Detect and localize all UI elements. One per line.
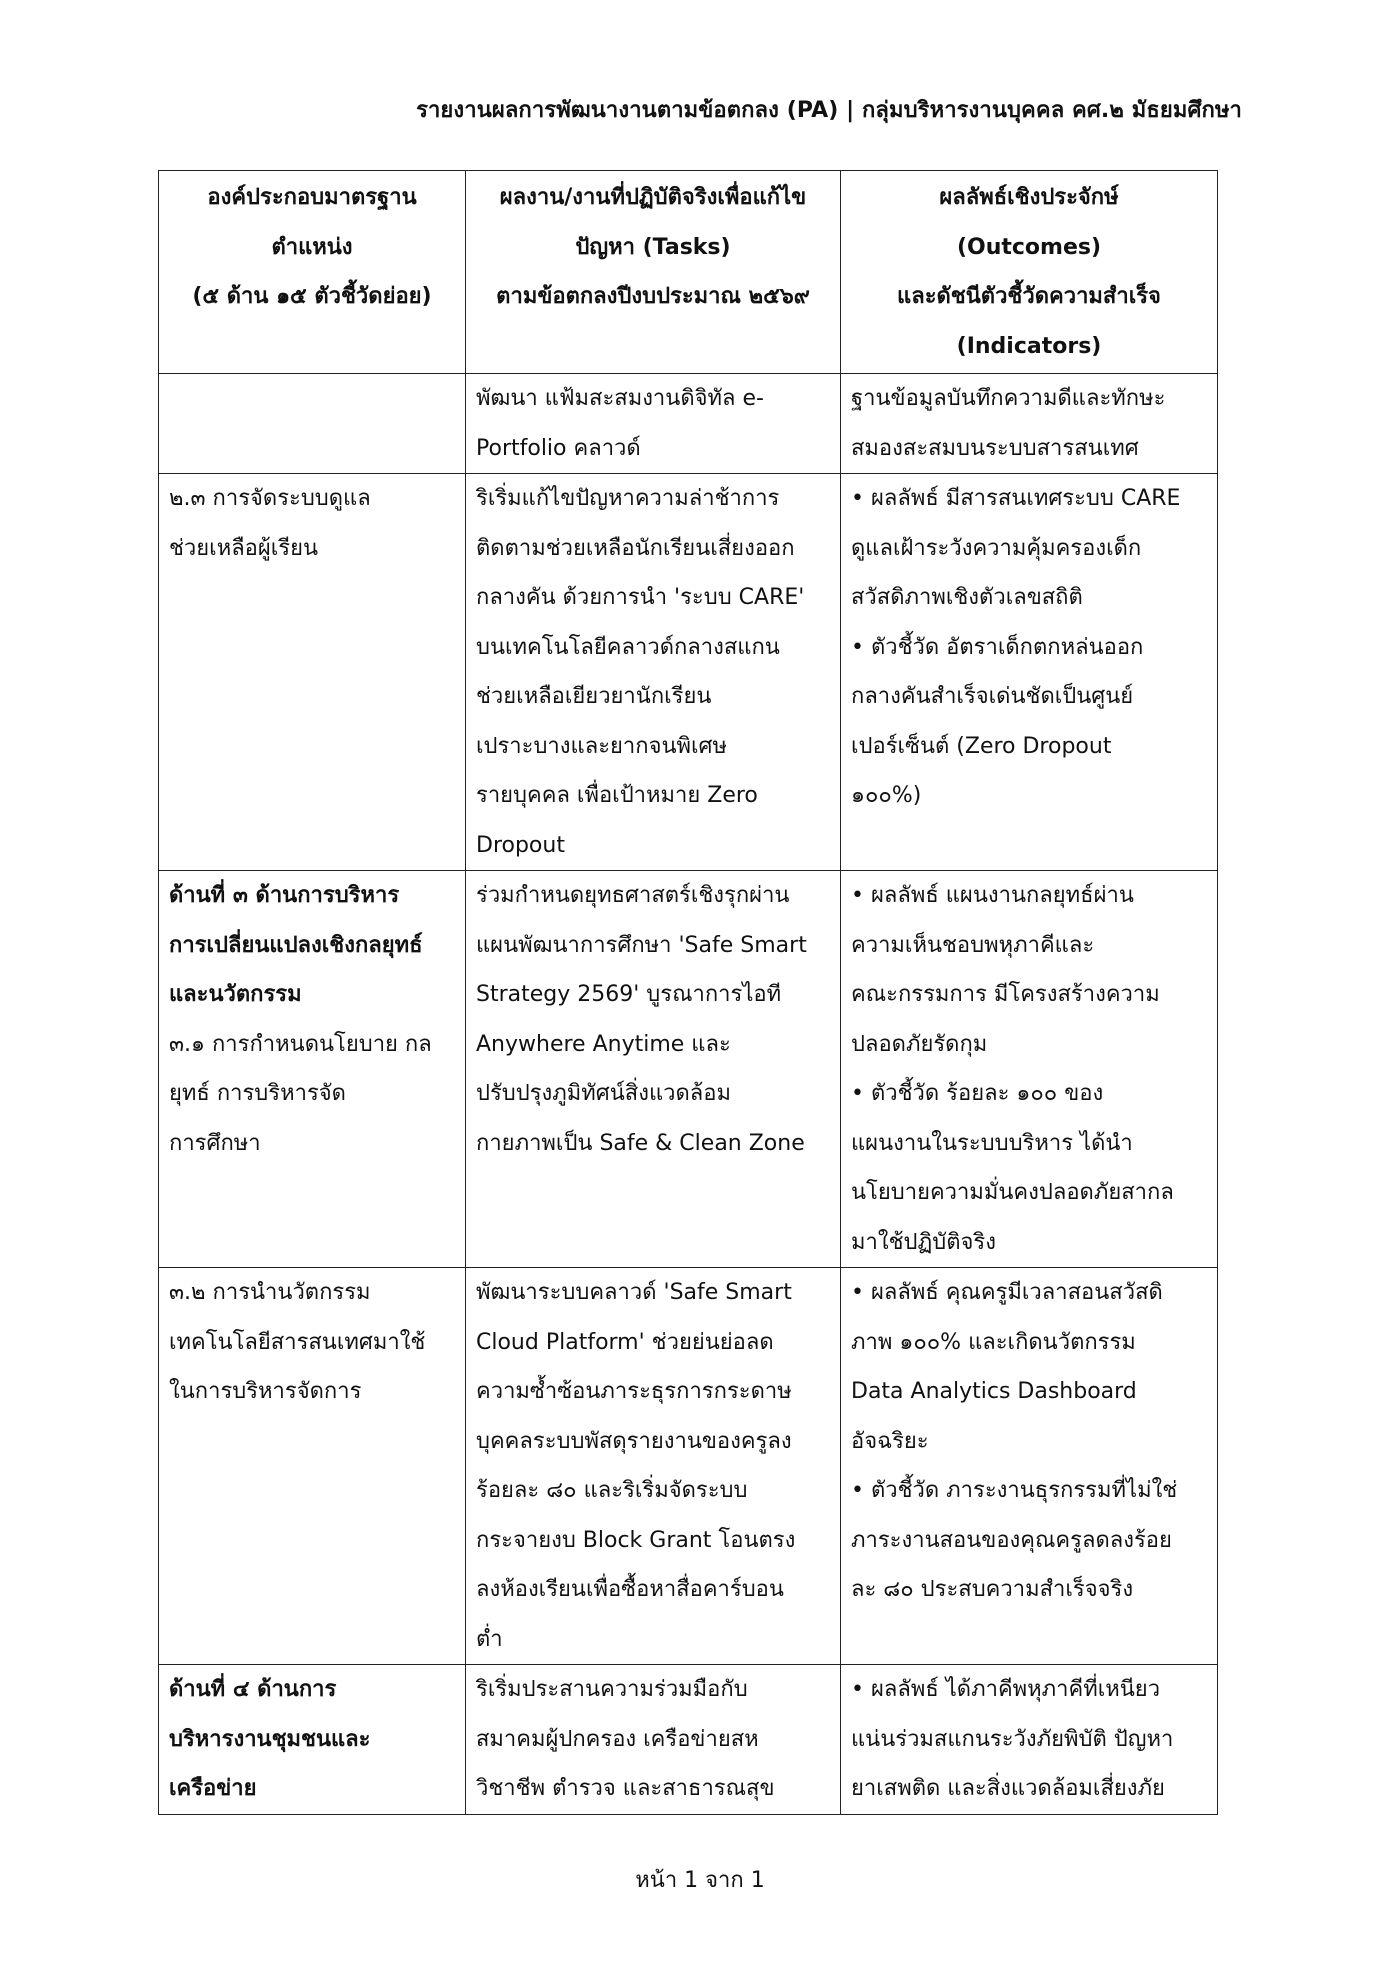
cell-line: ด้านที่ ๓ ด้านการบริหาร bbox=[169, 883, 400, 908]
cell-outcomes bbox=[841, 474, 1218, 871]
cell-line: Data Analytics Dashboard bbox=[851, 1379, 1137, 1404]
cell-line: Portfolio คลาวด์ bbox=[476, 435, 641, 461]
cell-line: ความเห็นชอบพหุภาคีและ bbox=[851, 932, 1095, 958]
cell-line: ดูแลเฝ้าระวังความคุ้มครองเด็ก bbox=[851, 535, 1142, 561]
cell-line: การเปลี่ยนแปลงเชิงกลยุทธ์ bbox=[169, 932, 423, 958]
cell-standard bbox=[159, 871, 466, 1268]
column-header-standard bbox=[159, 171, 466, 374]
cell-outcomes bbox=[841, 1665, 1218, 1815]
column-header-outcomes bbox=[841, 171, 1218, 374]
cell-line: ริเริ่มประสานความร่วมมือกับ bbox=[476, 1677, 748, 1702]
column-header-line: ตำแหน่ง bbox=[271, 234, 353, 260]
cell-line: ริเริ่มแก้ไขปัญหาความล่าช้าการ bbox=[476, 486, 780, 511]
cell-standard bbox=[159, 374, 466, 474]
cell-line: เครือข่าย bbox=[169, 1776, 257, 1801]
column-header-tasks bbox=[466, 171, 841, 374]
cell-line: พัฒนา แฟ้มสะสมงานดิจิทัล e- bbox=[476, 386, 764, 411]
cell-line: ลงห้องเรียนเพื่อซื้อหาสื่อคาร์บอน bbox=[476, 1577, 784, 1602]
cell-line: ฐานข้อมูลบันทึกความดีและทักษะ bbox=[851, 386, 1166, 411]
cell-line: ติดตามช่วยเหลือนักเรียนเสี่ยงออก bbox=[476, 535, 795, 561]
cell-line: สวัสดิภาพเชิงตัวเลขสถิติ bbox=[851, 585, 1083, 610]
cell-tasks bbox=[466, 871, 841, 1268]
cell-line: แน่นร่วมสแกนระวังภัยพิบัติ ปัญหา bbox=[851, 1726, 1174, 1752]
table-header-row bbox=[159, 171, 1218, 374]
cell-tasks bbox=[466, 1268, 841, 1665]
cell-line: ความซ้ำซ้อนภาระธุรการกระดาษ bbox=[476, 1379, 792, 1404]
cell-line: ๓.๒ การนำนวัตกรรม bbox=[169, 1280, 371, 1305]
table-row bbox=[159, 871, 1218, 1268]
cell-line: Dropout bbox=[476, 832, 565, 858]
cell-line: กลางคัน ด้วยการนำ 'ระบบ CARE' bbox=[476, 585, 805, 610]
cell-outcomes bbox=[841, 374, 1218, 474]
cell-line: รายบุคคล เพื่อเป้าหมาย Zero bbox=[476, 783, 758, 808]
cell-outcomes bbox=[841, 871, 1218, 1268]
cell-tasks bbox=[466, 374, 841, 474]
page-number: หน้า 1 จาก 1 bbox=[635, 1868, 765, 1893]
cell-line: ๓.๑ การกำหนดนโยบาย กล bbox=[169, 1031, 432, 1057]
cell-line: ยุทธ์ การบริหารจัด bbox=[169, 1081, 346, 1106]
column-header-line: และดัชนีตัวชี้วัดความสำเร็จ bbox=[897, 284, 1161, 309]
cell-line: สมองสะสมบนระบบสารสนเทศ bbox=[851, 435, 1139, 461]
cell-standard bbox=[159, 1665, 466, 1815]
cell-line: พัฒนาระบบคลาวด์ 'Safe Smart bbox=[476, 1280, 792, 1305]
page-header-title: รายงานผลการพัฒนางานตามข้อตกลง (PA) | กลุ่มบริหารงานบุคคล คศ.๒ มัธยมศึกษา bbox=[416, 98, 1242, 123]
cell-standard bbox=[159, 1268, 466, 1665]
cell-line: • ผลลัพธ์ แผนงานกลยุทธ์ผ่าน bbox=[851, 883, 1134, 908]
cell-line: สมาคมผู้ปกครอง เครือข่ายสห bbox=[476, 1726, 759, 1752]
cell-line: คณะกรรมการ มีโครงสร้างความ bbox=[851, 982, 1160, 1007]
table-row bbox=[159, 1665, 1218, 1815]
cell-line: ปรับปรุงภูมิทัศน์สิ่งแวดล้อม bbox=[476, 1081, 731, 1106]
cell-line: ช่วยเหลือเยียวยานักเรียน bbox=[476, 684, 712, 709]
cell-line: ๑๐๐%) bbox=[851, 783, 922, 808]
cell-line: เปราะบางและยากจนพิเศษ bbox=[476, 733, 727, 759]
cell-line: ต่ำ bbox=[476, 1626, 503, 1652]
cell-line: Cloud Platform' ช่วยย่นย่อลด bbox=[476, 1329, 774, 1355]
column-header-line: ผลงาน/งานที่ปฏิบัติจริงเพื่อแก้ไข bbox=[499, 185, 807, 210]
column-header-line: (๕ ด้าน ๑๕ ตัวชี้วัดย่อย) bbox=[192, 284, 432, 309]
cell-tasks bbox=[466, 474, 841, 871]
cell-line: • ผลลัพธ์ คุณครูมีเวลาสอนสวัสดิ bbox=[851, 1280, 1163, 1305]
table-row bbox=[159, 474, 1218, 871]
cell-tasks bbox=[466, 1665, 841, 1815]
cell-line: ในการบริหารจัดการ bbox=[169, 1379, 362, 1404]
cell-line: และนวัตกรรม bbox=[169, 982, 302, 1007]
cell-line: ร่วมกำหนดยุทธศาสตร์เชิงรุกผ่าน bbox=[476, 883, 790, 908]
cell-line: บริหารงานชุมชนและ bbox=[169, 1726, 371, 1752]
cell-line: แผนพัฒนาการศึกษา 'Safe Smart bbox=[476, 932, 807, 958]
column-header-line: ตามข้อตกลงปีงบประมาณ ๒๕๖๙ bbox=[496, 284, 810, 309]
table-row bbox=[159, 374, 1218, 474]
cell-line: การศึกษา bbox=[169, 1130, 261, 1156]
cell-line: ๒.๓ การจัดระบบดูแล bbox=[169, 486, 371, 511]
table-header bbox=[159, 171, 1218, 374]
table-body bbox=[159, 374, 1218, 1815]
cell-line: กระจายงบ Block Grant โอนตรง bbox=[476, 1527, 796, 1553]
cell-outcomes bbox=[841, 1268, 1218, 1665]
cell-line: วิชาชีพ ตำรวจ และสาธารณสุข bbox=[476, 1776, 775, 1801]
cell-line: ร้อยละ ๘๐ และริเริ่มจัดระบบ bbox=[476, 1478, 748, 1503]
cell-standard bbox=[159, 474, 466, 871]
cell-line: ด้านที่ ๔ ด้านการ bbox=[169, 1677, 337, 1702]
cell-line: • ผลลัพธ์ ได้ภาคีพหุภาคีที่เหนียว bbox=[851, 1677, 1161, 1702]
cell-line: • ตัวชี้วัด ร้อยละ ๑๐๐ ของ bbox=[851, 1081, 1104, 1106]
column-header-line: (Outcomes) bbox=[956, 234, 1102, 260]
cell-line: กายภาพเป็น Safe & Clean Zone bbox=[476, 1130, 805, 1156]
cell-line: ช่วยเหลือผู้เรียน bbox=[169, 535, 319, 561]
cell-line: ปลอดภัยรัดกุม bbox=[851, 1031, 988, 1057]
cell-line: บุคคลระบบพัสดุรายงานของครูลง bbox=[476, 1428, 792, 1454]
column-header-line: องค์ประกอบมาตรฐาน bbox=[207, 185, 417, 210]
cell-line: ภาระงานสอนของคุณครูลดลงร้อย bbox=[851, 1527, 1172, 1553]
column-header-line: (Indicators) bbox=[956, 333, 1102, 359]
table-row bbox=[159, 1268, 1218, 1665]
cell-line: กลางคันสำเร็จเด่นชัดเป็นศูนย์ bbox=[851, 684, 1134, 709]
column-header-line: ปัญหา (Tasks) bbox=[575, 234, 731, 260]
column-header-line: ผลลัพธ์เชิงประจักษ์ bbox=[939, 185, 1119, 210]
cell-line: • ผลลัพธ์ มีสารสนเทศระบบ CARE bbox=[851, 486, 1181, 511]
cell-line: บนเทคโนโลยีคลาวด์กลางสแกน bbox=[476, 634, 780, 660]
cell-line: นโยบายความมั่นคงปลอดภัยสากล bbox=[851, 1180, 1174, 1205]
cell-line: • ตัวชี้วัด อัตราเด็กตกหล่นออก bbox=[851, 634, 1144, 660]
cell-line: มาใช้ปฏิบัติจริง bbox=[851, 1229, 996, 1255]
cell-line: อัจฉริยะ bbox=[851, 1428, 929, 1454]
cell-line: Anywhere Anytime และ bbox=[476, 1031, 731, 1057]
cell-line: Strategy 2569' บูรณาการไอที bbox=[476, 982, 782, 1007]
cell-line: • ตัวชี้วัด ภาระงานธุรกรรมที่ไม่ใช่ bbox=[851, 1478, 1178, 1503]
cell-line: ละ ๘๐ ประสบความสำเร็จจริง bbox=[851, 1577, 1134, 1602]
cell-line: ภาพ ๑๐๐% และเกิดนวัตกรรม bbox=[851, 1329, 1136, 1355]
pa-table bbox=[158, 170, 1218, 1815]
cell-line: เปอร์เซ็นต์ (Zero Dropout bbox=[851, 733, 1112, 759]
cell-line: แผนงานในระบบบริหาร ได้นำ bbox=[851, 1130, 1133, 1156]
cell-line: เทคโนโลยีสารสนเทศมาใช้ bbox=[169, 1329, 426, 1355]
cell-line: ยาเสพติด และสิ่งแวดล้อมเสี่ยงภัย bbox=[851, 1776, 1165, 1801]
